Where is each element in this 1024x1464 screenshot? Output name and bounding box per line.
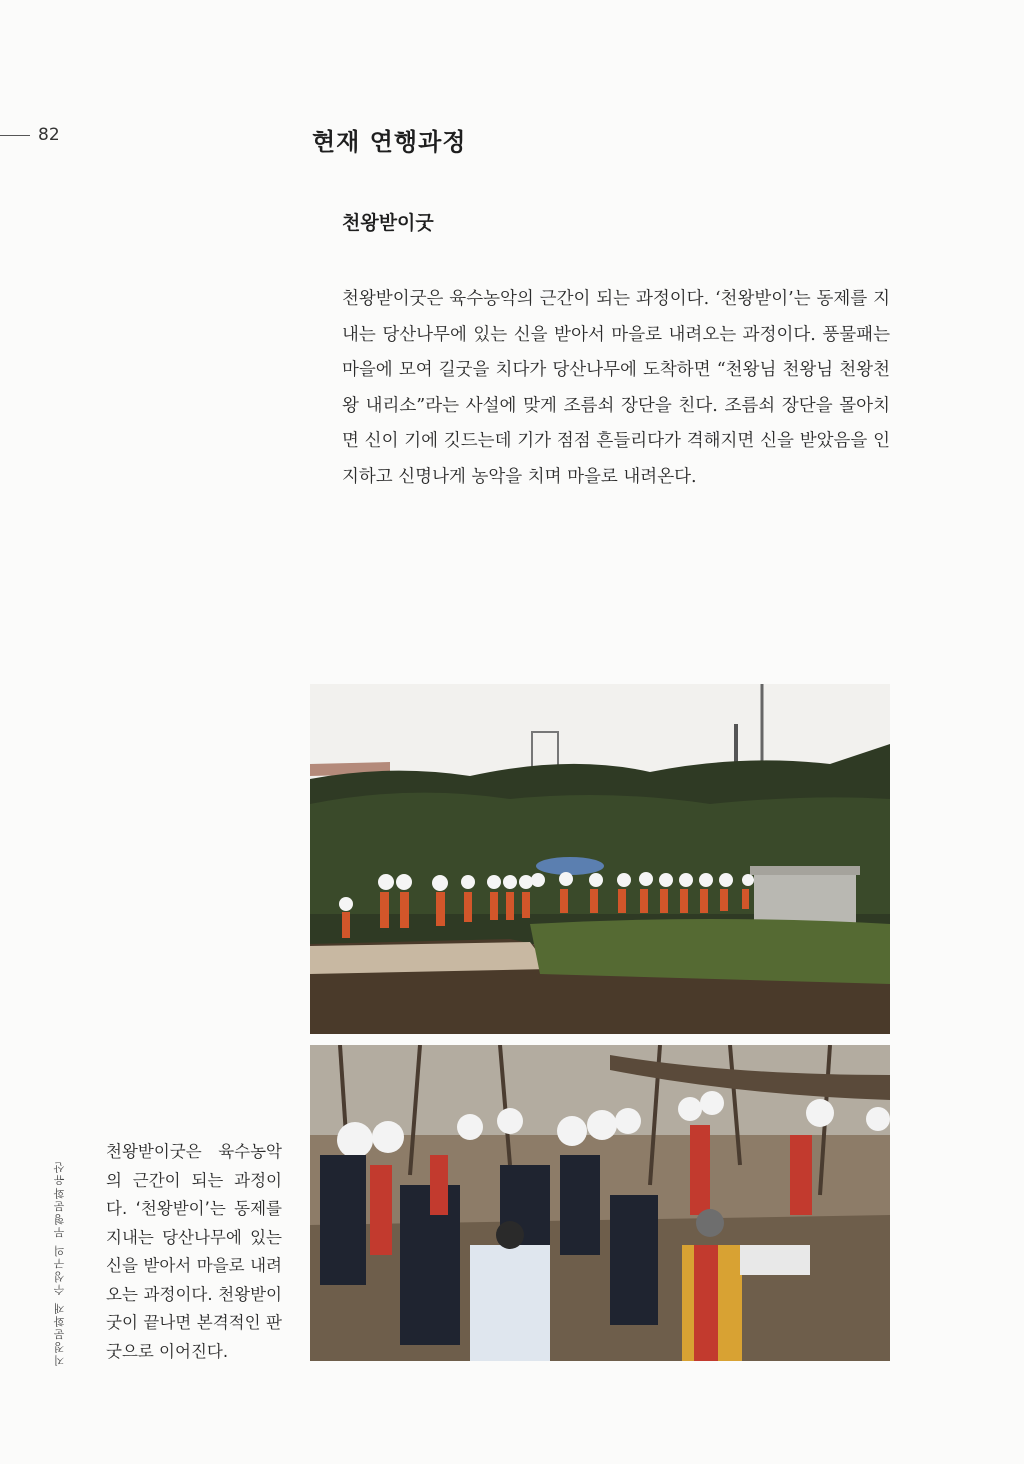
photo-caption: 천왕받이굿은 육수농악의 근간이 되는 과정이다. ‘천왕받이’는 동제를 지내는 당산나무에 있는 신을 받아서 마을로 내려오는 과정이다. 천왕받이굿이 끝나면 본격적인 판굿으로 이어진다. <box>106 1142 282 1361</box>
page-number-rule <box>0 135 30 136</box>
page-number: 82 <box>38 125 60 145</box>
body-paragraph: 천왕받이굿은 육수농악의 근간이 되는 과정이다. ‘천왕받이’는 동제를 지내는 당산나무에 있는 신을 받아서 마을로 내려오는 과정이다. 풍물패는 마을에 모여 길굿을 치다가 당산나무에 도착하면 “천왕님 천왕님 천왕천왕 내리소”라는 사설에 맞게 조름쇠 장단을 친다. 조름쇠 장단을 몰아치면 신이 기에 깃드는데 기가 점점 흔들리다가 격해지면 신을 받았음을 인지하고 신명나게 농악을 치며 마을로 내려온다. <box>342 289 890 487</box>
ritual-gathering-photo <box>310 1045 890 1361</box>
subsection-title: 천왕받이굿 <box>342 212 434 234</box>
side-running-title: 지정문화재 수성구의 무형문화유산 <box>53 1160 66 1366</box>
section-title: 현재 연행과정 <box>312 127 467 156</box>
procession-photo <box>310 684 890 1034</box>
